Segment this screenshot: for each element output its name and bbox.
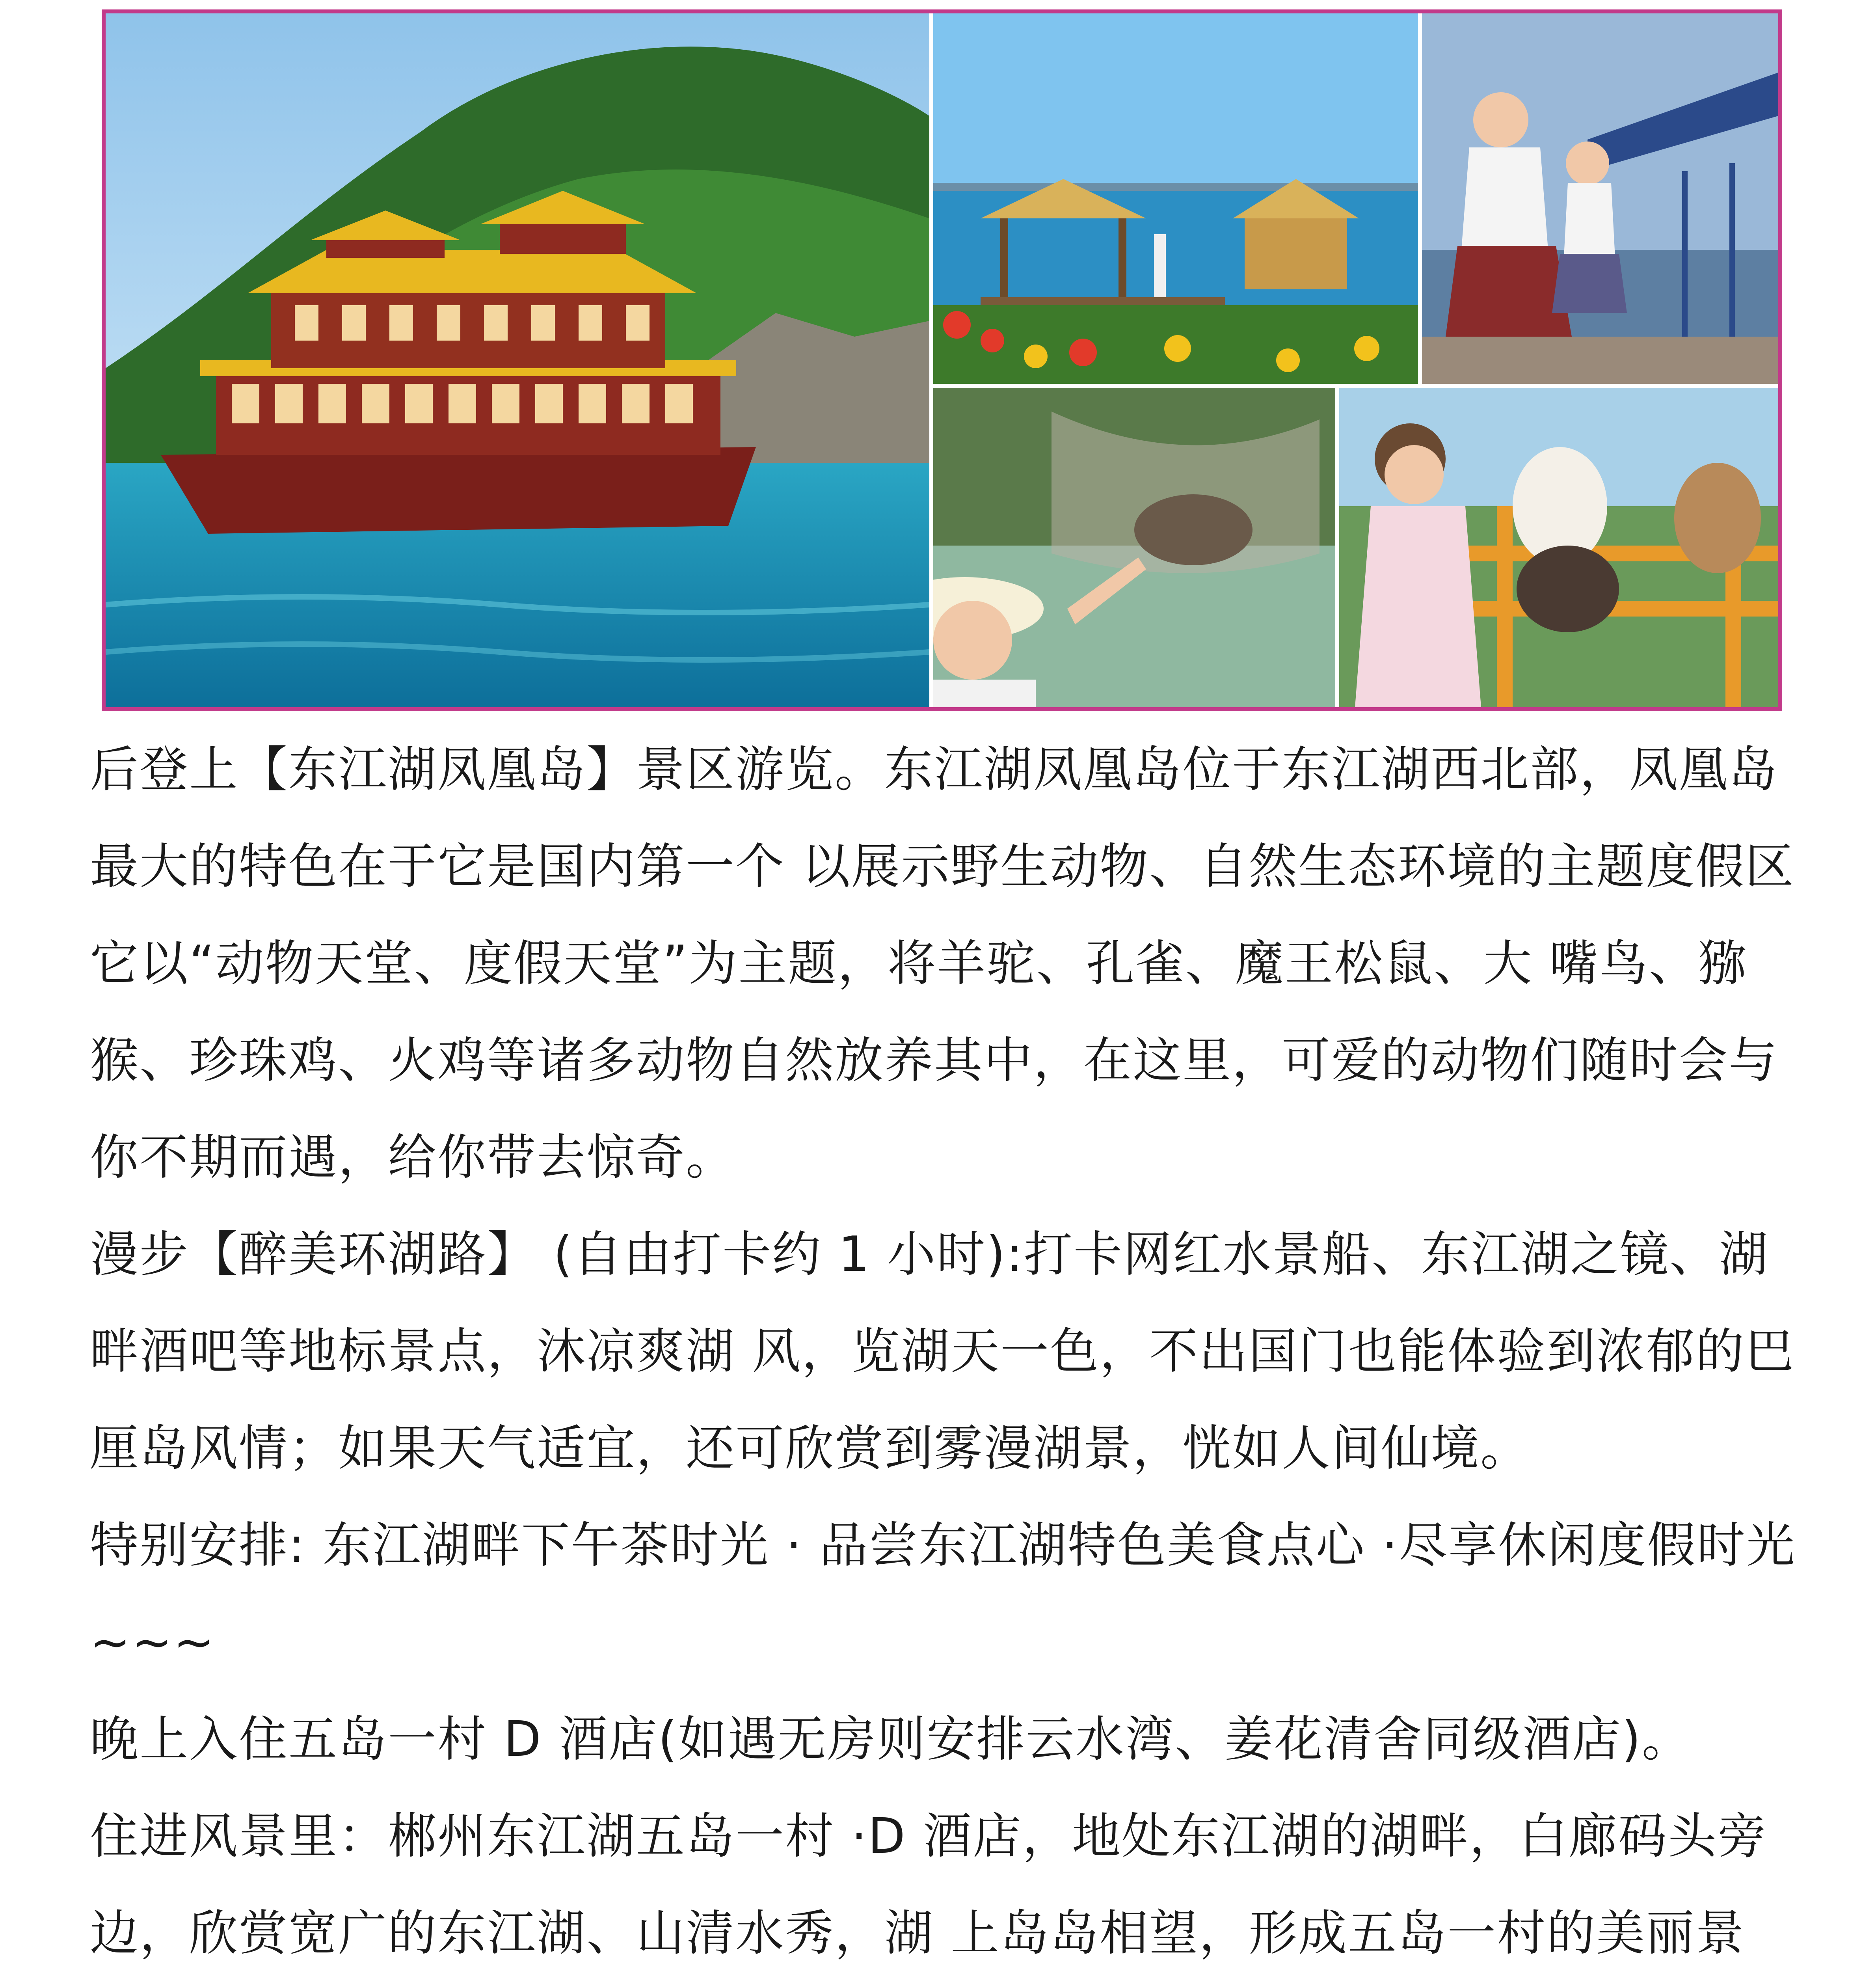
paragraph-lake-road: 漫步【醉美环湖路】 (自由打卡约 1 小时):打卡网红水景船、东江湖之镜、湖畔酒吧等地标景点，沐凉爽湖 风，览湖天一色，不出国门也能体验到浓郁的巴厘岛风情；如果天气适宜，还可欣赏到雾漫湖景，恍如人间仙境。	[90, 1226, 1795, 1477]
lakeside-pier-photo	[933, 13, 1418, 384]
girls-on-boardwalk-photo	[1422, 13, 1778, 384]
paragraph-phoenix-island: 后登上【东江湖凤凰岛】景区游览。东江湖凤凰岛位于东江湖西北部，凤凰岛最大的特色在于它是国内第一个 以展示野生动物、自然生态环境的主题度假区它以“动物天堂、度假天堂”为主题，将羊驼、孔雀、魔王松鼠、大 嘴鸟、猕猴、珍珠鸡、火鸡等诸多动物自然放养其中，在这里，可爱的动物们随时会与你不期而遇，给你带去惊奇。	[90, 741, 1795, 1186]
article-body	[90, 721, 1796, 1971]
pier-huts-image	[933, 13, 1418, 384]
photo-collage	[102, 9, 1782, 711]
dragon-boat-image	[106, 13, 929, 707]
woman-squirrel-photo	[933, 388, 1335, 707]
dragon-boat-photo	[106, 13, 929, 707]
paragraph-afternoon-tea: 特别安排: 东江湖畔下午茶时光 · 品尝东江湖特色美食点心 ·尽享休闲度假时光~~~	[90, 1517, 1796, 1671]
woman-squirrel-image	[933, 388, 1335, 707]
child-alpaca-image	[1339, 388, 1778, 707]
child-alpaca-photo	[1339, 388, 1778, 707]
paragraph-hotel-checkin: 晚上入住五岛一村 D 酒店(如遇无房则安排云水湾、姜花清舍同级酒店)。	[90, 1711, 1692, 1768]
paragraph-hotel-location: 住进风景里：郴州东江湖五岛一村 ·D 酒店，地处东江湖的湖畔，白廊码头旁边，欣赏宽广的东江湖、山清水秀，湖 上岛岛相望，形成五岛一村的美丽景	[90, 1808, 1768, 1962]
girls-waving-image	[1422, 13, 1778, 384]
